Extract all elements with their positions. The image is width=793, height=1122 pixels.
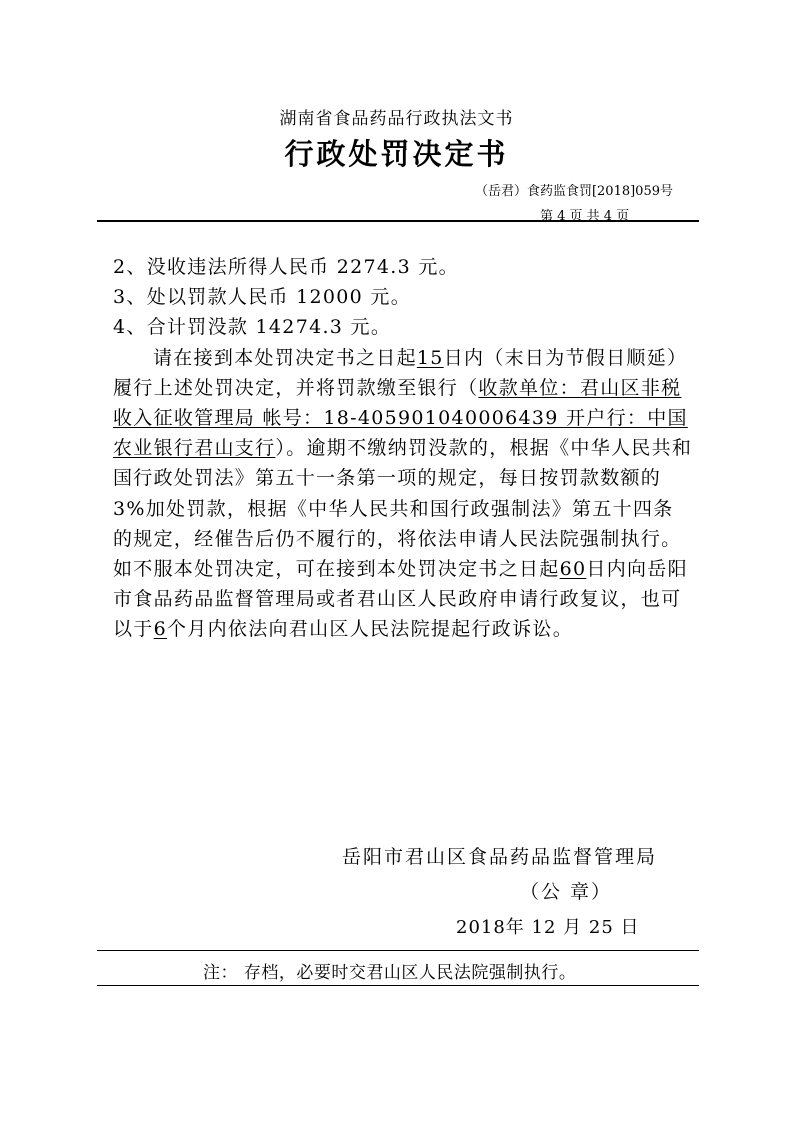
issue-date: 2018年 12 月 25 日 [456, 917, 640, 938]
para-text-c: ）。逾期不缴纳罚没款的，根据《中华人民共和国行政处罚法》第五十一条第一项的规定，每日按罚款数额的 3%加处罚款，根据《中华人民共和国行政强制法》第五十四条的规定，经催告后仍不履行的，将依法申请人民法院强制执行。如不服本处罚决定，可在接到本处罚决定书之日起 [113, 437, 693, 581]
bank-account-info: 收款单位：君山区非税收入征收管理局 帐号：18-405901040006439 开户行：中国农业银行君山支行 [113, 376, 688, 460]
para-text-b: 日内（末日为节假日顺延）履行上述处罚决定，并将罚款缴至银行（ [113, 346, 688, 399]
para-text-a: 请在接到本处罚决定书之日起 [153, 346, 417, 369]
document-series-title: 湖南省食品药品行政执法文书 [279, 109, 514, 129]
payment-instructions-paragraph [113, 343, 693, 645]
note-bottom-divider [97, 985, 699, 986]
archive-note: 注： 存档，必要时交君山区人民法院强制执行。 [203, 963, 577, 983]
document-body [113, 252, 693, 645]
litigation-deadline-months: 6 [153, 618, 167, 641]
issuing-agency: 岳阳市君山区食品药品监督管理局 [342, 846, 658, 868]
note-top-divider [97, 950, 699, 951]
penalty-item-2: 2、没收违法所得人民币 2274.3 元。 [113, 256, 459, 278]
header-divider [97, 220, 699, 222]
review-deadline-days: 60 [559, 558, 587, 581]
para-text-d: 日内向岳阳市食品药品监督管理局或者君山区人民政府申请行政复议，也可以于 [113, 558, 688, 641]
payment-deadline-days: 15 [416, 346, 444, 369]
penalty-item-4: 4、合计罚没款 14274.3 元。 [113, 316, 392, 339]
official-seal-label: （公 章） [520, 881, 613, 903]
page-info: 第 4 页 共 4 页 [540, 209, 630, 224]
page-title: 行政处罚决定书 [284, 137, 509, 171]
para-text-e: 个月内依法向君山区人民法院提起行政诉讼。 [167, 618, 574, 641]
penalty-item-3: 3、处以罚款人民币 12000 元。 [113, 286, 412, 309]
document-number: （岳君）食药监食罚[2018]059号 [474, 184, 673, 199]
